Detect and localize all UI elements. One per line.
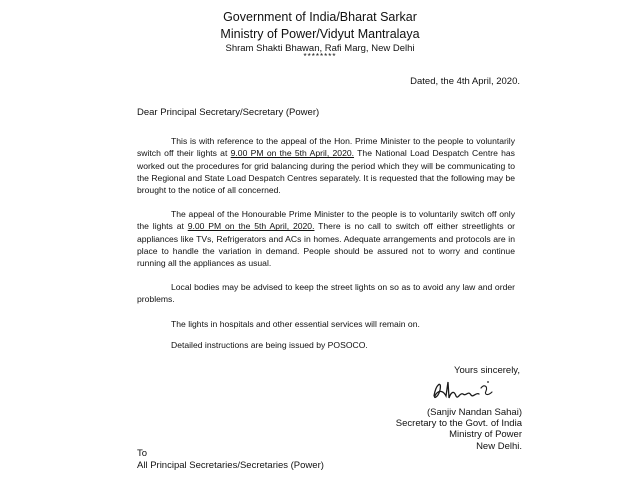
header-government: Government of India/Bharat Sarkar: [223, 10, 417, 24]
paragraph-2-pre: The appeal of the Honourable Prime Minister to the people is to voluntarily switch off only the lights at: [137, 209, 515, 232]
recipients: All Principal Secretaries/Secretaries (Power): [137, 460, 324, 471]
paragraph-2-time: 9.00 PM on the 5th April, 2020.: [187, 221, 315, 232]
paragraph-1-post: The National Load Despatch Centre has worked out the procedures for grid balancing during the period which they will be communicating to the Regional and State Load Despatch Centres separately. It is requested that the following may be brought to the notice of all concerned.: [137, 148, 515, 196]
paragraph-1-pre: This is with reference to the appeal of the Hon. Prime Minister to the people to voluntarily switch off their lights at: [137, 136, 515, 159]
closing: Yours sincerely,: [453, 365, 520, 376]
paragraph-2: [137, 208, 515, 269]
paragraph-1-time: 9.00 PM on the 5th April, 2020.: [230, 148, 355, 159]
paragraph-1: [137, 135, 515, 196]
paragraph-5: [137, 339, 515, 351]
signatory-designation: Secretary to the Govt. of India: [395, 418, 522, 430]
signatory-city: New Delhi.: [476, 440, 522, 452]
signatory-ministry: Ministry of Power: [449, 429, 522, 441]
letter-date: Dated, the 4th April, 2020.: [410, 76, 520, 87]
paragraph-4: [137, 318, 515, 330]
header-address: Shram Shakti Bhawan, Rafi Marg, New Delhi: [225, 43, 415, 54]
salutation: Dear Principal Secretary/Secretary (Power): [137, 107, 320, 118]
signature-block: [396, 407, 522, 452]
paragraph-4-text: The lights in hospitals and other essential services will remain on.: [171, 319, 420, 329]
to-label: To: [137, 448, 148, 459]
handwritten-signature: [426, 374, 506, 406]
header-ministry: Ministry of Power/Vidyut Mantralaya: [220, 27, 420, 41]
paragraph-2-post: There is no call to switch off either streetlights or appliances like TVs, Refrigerators and ACs in homes. Adequate arrangements and protocols are in place to handle the variation in demand. People should be assured not to worry and continue running all the appliances as usual.: [137, 221, 515, 269]
paragraph-3: [137, 281, 515, 306]
paragraph-5-text: Detailed instructions are being issued by POSOCO.: [171, 340, 368, 350]
header-separator: ********: [303, 52, 337, 61]
signatory-name: (Sanjiv Nandan Sahai): [426, 407, 522, 418]
paragraph-3-text: Local bodies may be advised to keep the street lights on so as to avoid any law and order problems.: [137, 282, 515, 305]
